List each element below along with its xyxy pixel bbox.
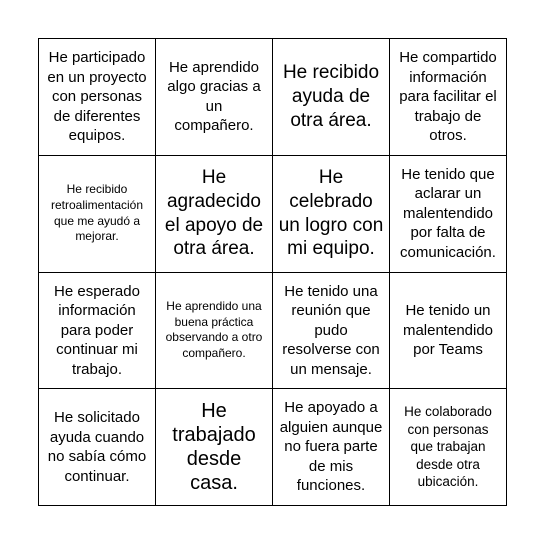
bingo-cell-text: He tenido un malentendido por Teams	[402, 302, 494, 359]
bingo-cell-text: He tenido que aclarar un malentendido por falta de comunicación.	[400, 165, 496, 261]
bingo-cell-text: He agradecido el apoyo de otra área.	[164, 167, 264, 260]
bingo-cell-text: He aprendido una buena práctica observando a otro compañero.	[165, 299, 263, 360]
bingo-cell-text: He compartido información para facilitar el trabajo de otros.	[399, 49, 497, 145]
bingo-cell-r1c2[interactable]	[156, 39, 273, 156]
bingo-cell-text: He apoyado a alguien aunque no fuera parte de mis funciones.	[279, 399, 383, 495]
bingo-cell-text: He tenido una reunión que pudo resolverse con un mensaje.	[282, 282, 380, 378]
bingo-cell-r4c1[interactable]	[39, 389, 156, 506]
bingo-cell-r1c4[interactable]	[390, 39, 507, 156]
bingo-cell-r3c3[interactable]	[273, 273, 390, 390]
bingo-cell-text: He celebrado un logro con mi equipo.	[278, 167, 384, 260]
bingo-cell-r3c2[interactable]	[156, 273, 273, 390]
bingo-cell-r3c4[interactable]	[390, 273, 507, 390]
bingo-cell-r2c2[interactable]	[156, 156, 273, 273]
bingo-cell-r4c2[interactable]	[156, 389, 273, 506]
bingo-cell-r2c3[interactable]	[273, 156, 390, 273]
bingo-cell-text: He colaborado con personas que trabajan desde otra ubicación.	[404, 404, 492, 490]
bingo-cell-text: He trabajado desde casa.	[172, 400, 256, 495]
bingo-cell-text: He esperado información para poder continuar mi trabajo.	[54, 282, 140, 378]
bingo-cell-text: He participado en un proyecto con personas de diferentes equipos.	[47, 49, 147, 145]
bingo-cell-r4c3[interactable]	[273, 389, 390, 506]
bingo-board	[38, 38, 507, 506]
bingo-cell-r1c3[interactable]	[273, 39, 390, 156]
bingo-cell-text: He recibido retroalimentación que me ayudó a mejorar.	[50, 182, 144, 244]
bingo-cell-r2c1[interactable]	[39, 156, 156, 273]
bingo-cell-text: He recibido ayuda de otra área.	[282, 62, 380, 131]
bingo-cell-text: He aprendido algo gracias a un compañero.	[167, 58, 261, 135]
bingo-cell-r3c1[interactable]	[39, 273, 156, 390]
bingo-cell-r4c4[interactable]	[390, 389, 507, 506]
bingo-cell-r2c4[interactable]	[390, 156, 507, 273]
bingo-cell-text: He solicitado ayuda cuando no sabía cómo continuar.	[47, 409, 147, 485]
bingo-cell-r1c1[interactable]	[39, 39, 156, 156]
